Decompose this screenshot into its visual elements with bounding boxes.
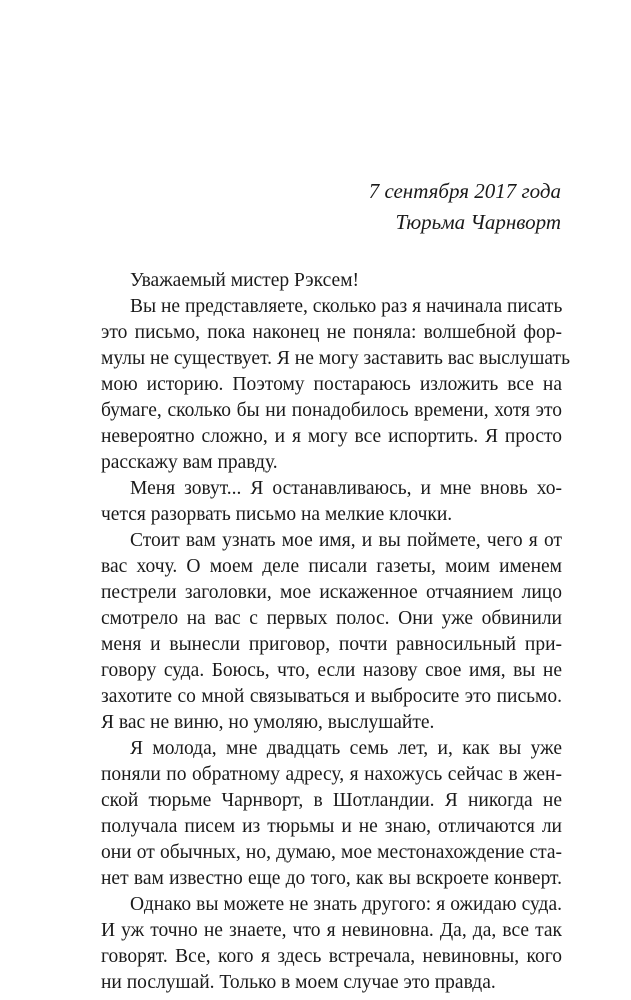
text-line: получала писем из тюрьмы и не знаю, отличаются ли: [101, 816, 562, 837]
text-line: бумаге, сколько бы ни понадобилось времени, хотя это: [101, 400, 562, 421]
text-line: вас хочу. О моем деле писали газеты, моим именем: [101, 556, 562, 577]
letter-body: [101, 268, 570, 996]
text-line: пестрели заголовки, мое искаженное отчаянием лицо: [101, 582, 562, 603]
text-line: Вы не представляете, сколько раз я начинала писать: [130, 296, 563, 317]
text-line: мою историю. Поэтому постараюсь изложить все на: [101, 374, 562, 395]
text-line: поняли по обратному адресу, я нахожусь сейчас в жен-: [101, 764, 562, 785]
text-line: это письмо, пока наконец не поняла: волшебной фор-: [101, 322, 562, 343]
text-line: невероятно сложно, и я могу все испортить. Я просто: [101, 426, 562, 447]
text-line: Стоит вам узнать мое имя, и вы поймете, чего я от: [130, 530, 562, 551]
text-line: Однако вы можете не знать другого: я ожидаю суда.: [130, 894, 562, 915]
text-line: мулы не существует. Я не могу заставить вас выслушать: [101, 348, 570, 369]
text-line: нет вам известно еще до того, как вы вскроете конверт.: [101, 868, 562, 889]
text-line: ской тюрьме Чарнворт, в Шотландии. Я никогда не: [101, 790, 562, 811]
text-line: они от обычных, но, думаю, мое местонахождение ста-: [101, 842, 562, 863]
text-line: расскажу вам правду.: [101, 452, 278, 473]
text-line: меня и вынесли приговор, почти равносильный при-: [101, 634, 562, 655]
text-line: Я молода, мне двадцать семь лет, и, как вы уже: [130, 738, 562, 759]
text-line: Я вас не виню, но умоляю, выслушайте.: [101, 712, 435, 733]
text-line: смотрело на вас с первых полос. Они уже обвинили: [101, 608, 562, 629]
letter-date: 7 сентября 2017 года: [368, 179, 561, 203]
text-line: Уважаемый мистер Рэксем!: [130, 270, 360, 291]
text-line: Меня зовут... Я останавливаюсь, и мне вновь хо-: [130, 478, 562, 499]
text-line: захотите со мной связываться и выбросите это письмо.: [101, 686, 562, 707]
letter-place: Тюрьма Чарнворт: [395, 210, 561, 234]
text-line: говорят. Все, кого я здесь встречала, невиновны, кого: [101, 946, 562, 967]
text-line: чется разорвать письмо на мелкие клочки.: [101, 504, 453, 525]
text-line: ни послушай. Только в моем случае это правда.: [101, 972, 496, 993]
letter-header: [369, 176, 561, 238]
text-line: говору суда. Боюсь, что, если назову свое имя, вы не: [101, 660, 562, 681]
text-line: И уж точно не знаете, что я невиновна. Да, да, все так: [101, 920, 562, 941]
